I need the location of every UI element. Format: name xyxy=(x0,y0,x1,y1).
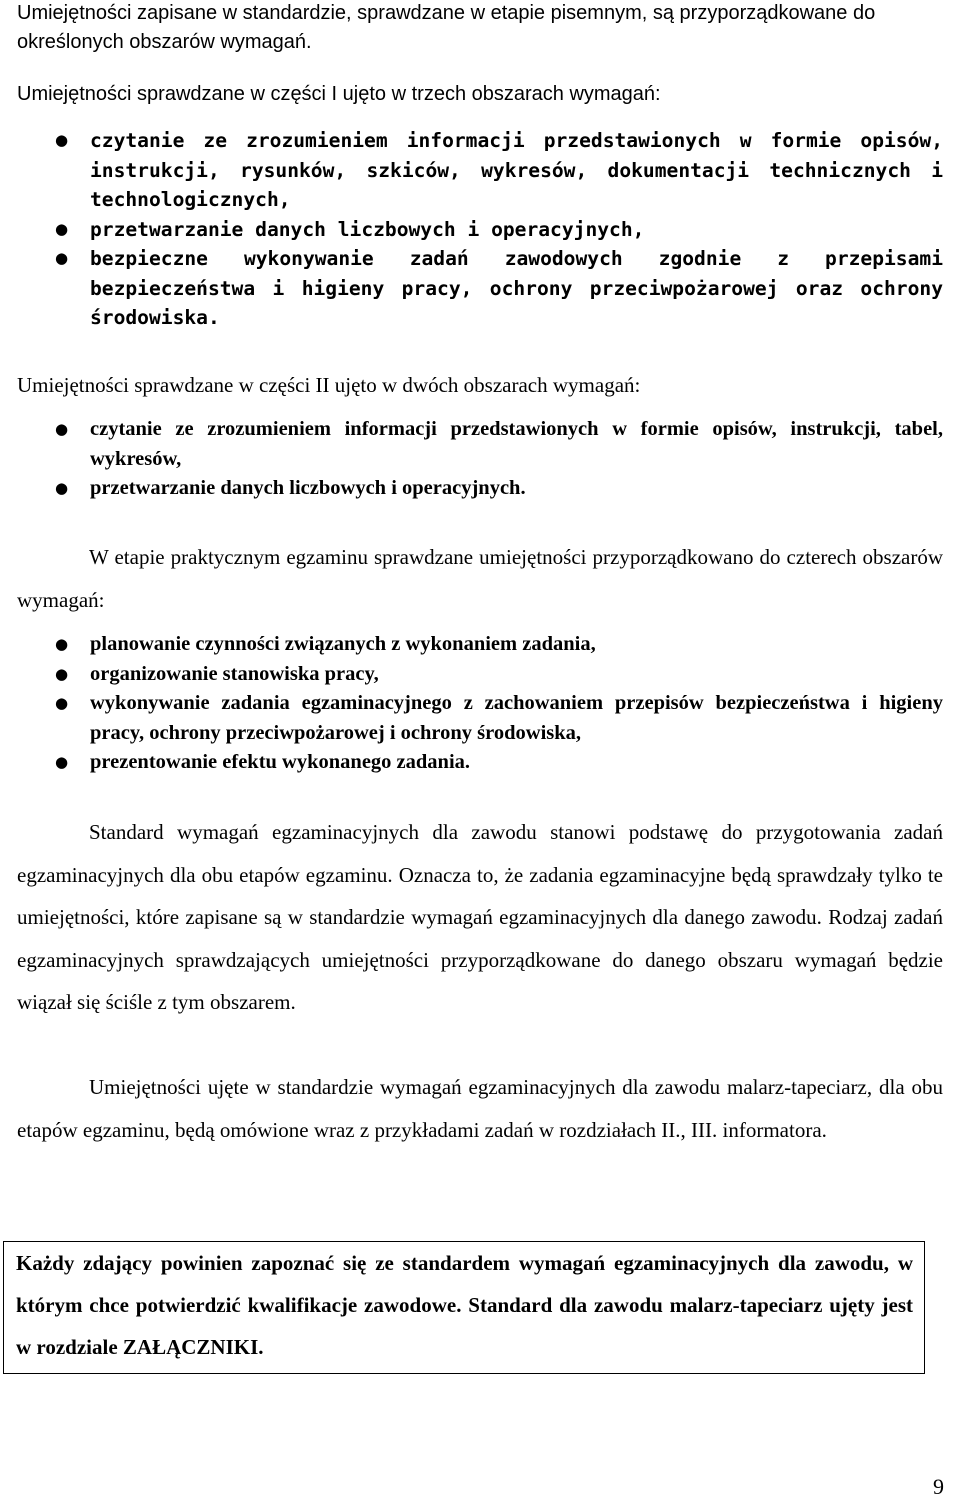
bullet-icon: ● xyxy=(55,420,69,438)
practical-intro: W etapie praktycznym egzaminu sprawdzane umiejętności przyporządkowano do czterech obszarów wymagań: xyxy=(17,545,943,612)
list-item: ● czytanie ze zrozumieniem informacji przedstawionych w formie opisów, instrukcji, tabel, wykresów, xyxy=(17,415,943,474)
list-item: ● przetwarzanie danych liczbowych i operacyjnych, xyxy=(17,215,943,245)
intro-paragraph-2: Umiejętności sprawdzane w części I ujęto w trzech obszarach wymagań: xyxy=(17,83,661,105)
bullet-icon: ● xyxy=(55,753,69,771)
bullet-icon: ● xyxy=(55,131,69,149)
part2-requirements-list xyxy=(17,415,943,504)
bullet-icon: ● xyxy=(55,219,69,238)
list-item: ● planowanie czynności związanych z wykonaniem zadania, xyxy=(17,630,943,660)
notice-box: Każdy zdający powinien zapoznać się ze standardem wymagań egzaminacyjnych dla zawodu, w którym chce potwierdzić kwalifikacje zawodowe. Standard dla zawodu malarz-tapeciarz ujęty jest w rozdziale ZAŁĄCZNIKI. xyxy=(3,1241,925,1374)
standard-paragraph: Standard wymagań egzaminacyjnych dla zawodu stanowi podstawę do przygotowania zadań egzaminacyjnych dla obu etapów egzaminu. Oznacza to, że zadania egzaminacyjne będą sprawdzały tylko te umiejętności, które zapisane są w standardzie wymagań egzaminacyjnych dla danego zawodu. Rodzaj zadań egzaminacyjnych sprawdzających umiejętności przyporządkowane do danego obszaru wymagań będzie wiązał się ściśle z tym obszarem. xyxy=(17,820,943,1015)
part2-intro: Umiejętności sprawdzane w części II ujęto w dwóch obszarach wymagań: xyxy=(17,373,641,397)
list-item: ● organizowanie stanowiska pracy, xyxy=(17,660,943,690)
bullet-icon: ● xyxy=(55,694,69,712)
list-item: ● wykonywanie zadania egzaminacyjnego z zachowaniem przepisów bezpieczeństwa i higieny pracy, ochrony przeciwpożarowej i ochrony środowiska, xyxy=(17,689,943,748)
page-number: 9 xyxy=(933,1474,944,1499)
bullet-icon: ● xyxy=(55,249,69,267)
bullet-icon: ● xyxy=(55,635,69,653)
bullet-icon: ● xyxy=(55,479,69,497)
intro-paragraph-1: Umiejętności zapisane w standardzie, sprawdzane w etapie pisemnym, są przyporządkowane do określonych obszarów wymagań. xyxy=(17,2,876,53)
part1-requirements-list xyxy=(17,126,943,333)
practical-requirements-list xyxy=(17,630,943,778)
list-item: ● przetwarzanie danych liczbowych i operacyjnych. xyxy=(17,474,943,504)
bullet-icon: ● xyxy=(55,664,69,683)
skills-paragraph: Umiejętności ujęte w standardzie wymagań egzaminacyjnych dla zawodu malarz-tapeciarz, dla obu etapów egzaminu, będą omówione wraz z przykładami zadań w rozdziałach II., III. informatora. xyxy=(17,1075,943,1142)
list-item: ● prezentowanie efektu wykonanego zadania. xyxy=(17,748,943,778)
list-item: ● czytanie ze zrozumieniem informacji przedstawionych w formie opisów, instrukcji, rysunków, szkiców, wykresów, dokumentacji technicznych i technologicznych, xyxy=(17,126,943,215)
list-item: ● bezpieczne wykonywanie zadań zawodowych zgodnie z przepisami bezpieczeństwa i higieny pracy, ochrony przeciwpożarowej oraz ochrony środowiska. xyxy=(17,244,943,333)
